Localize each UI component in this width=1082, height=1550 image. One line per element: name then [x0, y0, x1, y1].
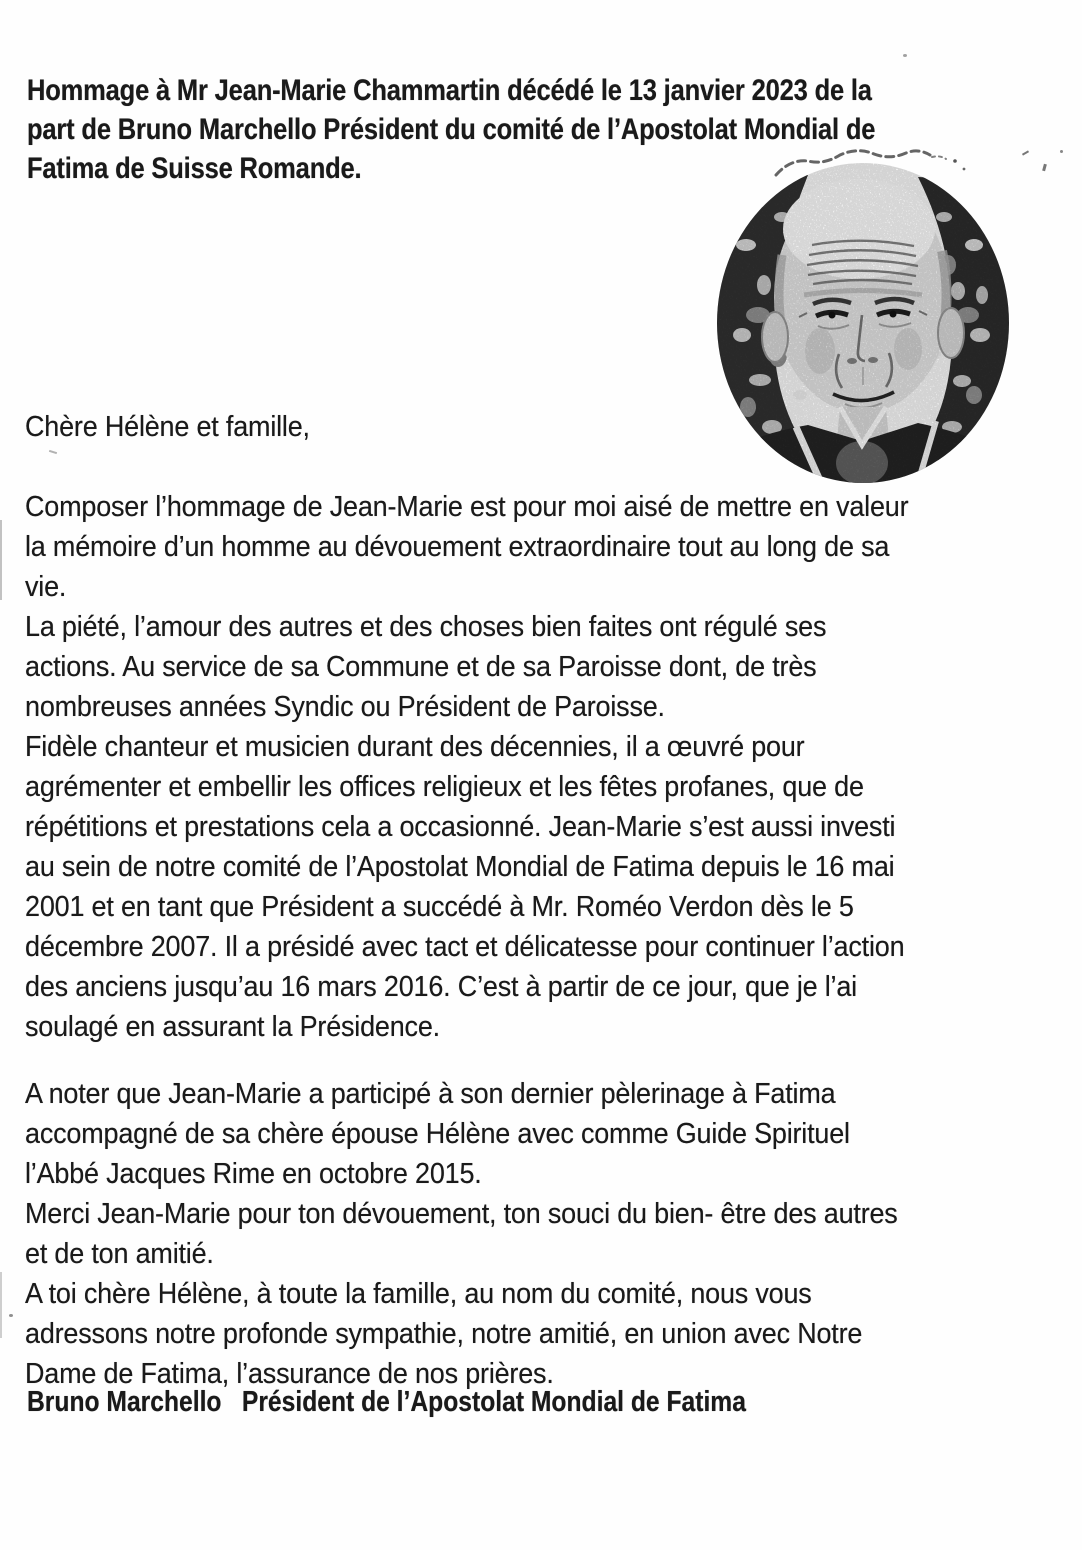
paragraph — [25, 1194, 963, 1274]
text-line: des anciens jusqu’au 16 mars 2016. C’est à partir de ce jour, que je l’ai — [25, 971, 857, 1003]
signature-line — [27, 1382, 746, 1422]
text-line: adressons notre profonde sympathie, notre amitié, en union avec Notre — [25, 1318, 863, 1350]
portrait-image — [712, 145, 1014, 487]
paragraph — [25, 727, 975, 1047]
text-line: 2001 et en tant que Président a succédé à Mr. Roméo Verdon dès le 5 — [25, 891, 854, 923]
text-line: décembre 2007. Il a présidé avec tact et délicatesse pour continuer l’action — [25, 931, 905, 963]
text-line: actions. Au service de sa Commune et de sa Paroisse dont, de très — [25, 651, 817, 683]
salutation — [25, 407, 331, 447]
text-line: l’Abbé Jacques Rime en octobre 2015. — [25, 1158, 482, 1190]
text-line: la mémoire d’un homme au dévouement extraordinaire tout au long de sa — [25, 531, 890, 563]
paragraph — [25, 1074, 963, 1194]
scan-artifact — [0, 1272, 2, 1338]
body-text-block-2 — [25, 1074, 963, 1394]
scan-artifact — [1060, 150, 1063, 153]
scan-artifact — [0, 520, 2, 600]
scan-artifact — [9, 1314, 13, 1317]
paragraph — [25, 1274, 963, 1394]
text-line: et de ton amitié. — [25, 1238, 214, 1270]
text-line: vie. — [25, 571, 67, 603]
text-line: Composer l’hommage de Jean-Marie est pour moi aisé de mettre en valeur — [25, 491, 909, 523]
paragraph — [25, 607, 975, 727]
signature-role: Président de l’Apostolat Mondial de Fatima — [241, 1386, 746, 1418]
text-line: La piété, l’amour des autres et des choses bien faites ont régulé ses — [25, 611, 827, 643]
text-line: agrémenter et embellir les offices religieux et les fêtes profanes, que de — [25, 771, 864, 803]
photo-oval — [712, 145, 1014, 487]
title-line: part de Bruno Marchello Président du comité de l’Apostolat Mondial de — [27, 113, 876, 146]
signature — [27, 1382, 873, 1422]
text-line: Dame de Fatima, l’assurance de nos prières. — [25, 1358, 554, 1390]
signature-name: Bruno Marchello — [27, 1386, 222, 1418]
text-line: accompagné de sa chère épouse Hélène avec comme Guide Spirituel — [25, 1118, 850, 1150]
text-line: A toi chère Hélène, à toute la famille, au nom du comité, nous vous — [25, 1278, 812, 1310]
paragraph — [25, 487, 975, 607]
text-line: soulagé en assurant la Présidence. — [25, 1011, 440, 1043]
text-line: Fidèle chanteur et musicien durant des décennies, il a œuvré pour — [25, 731, 805, 763]
scan-artifact — [49, 450, 57, 454]
text-line: répétitions et prestations cela a occasionné. Jean-Marie s’est aussi investi — [25, 811, 896, 843]
text-line: nombreuses années Syndic ou Président de Paroisse. — [25, 691, 665, 723]
text-line: A noter que Jean-Marie a participé à son dernier pèlerinage à Fatima — [25, 1078, 836, 1110]
title-line: Fatima de Suisse Romande. — [27, 152, 362, 185]
text-line: Chère Hélène et famille, — [25, 411, 310, 443]
title-line: Hommage à Mr Jean-Marie Chammartin décédé le 13 janvier 2023 de la — [27, 74, 872, 107]
portrait-photo — [712, 145, 1014, 487]
text-line: Merci Jean-Marie pour ton dévouement, ton souci du bien- être des autres — [25, 1198, 898, 1230]
body-text-block-1 — [25, 487, 975, 1047]
text-line: au sein de notre comité de l’Apostolat Mondial de Fatima depuis le 16 mai — [25, 851, 895, 883]
scan-artifact — [1042, 164, 1047, 172]
scan-artifact — [903, 54, 907, 57]
